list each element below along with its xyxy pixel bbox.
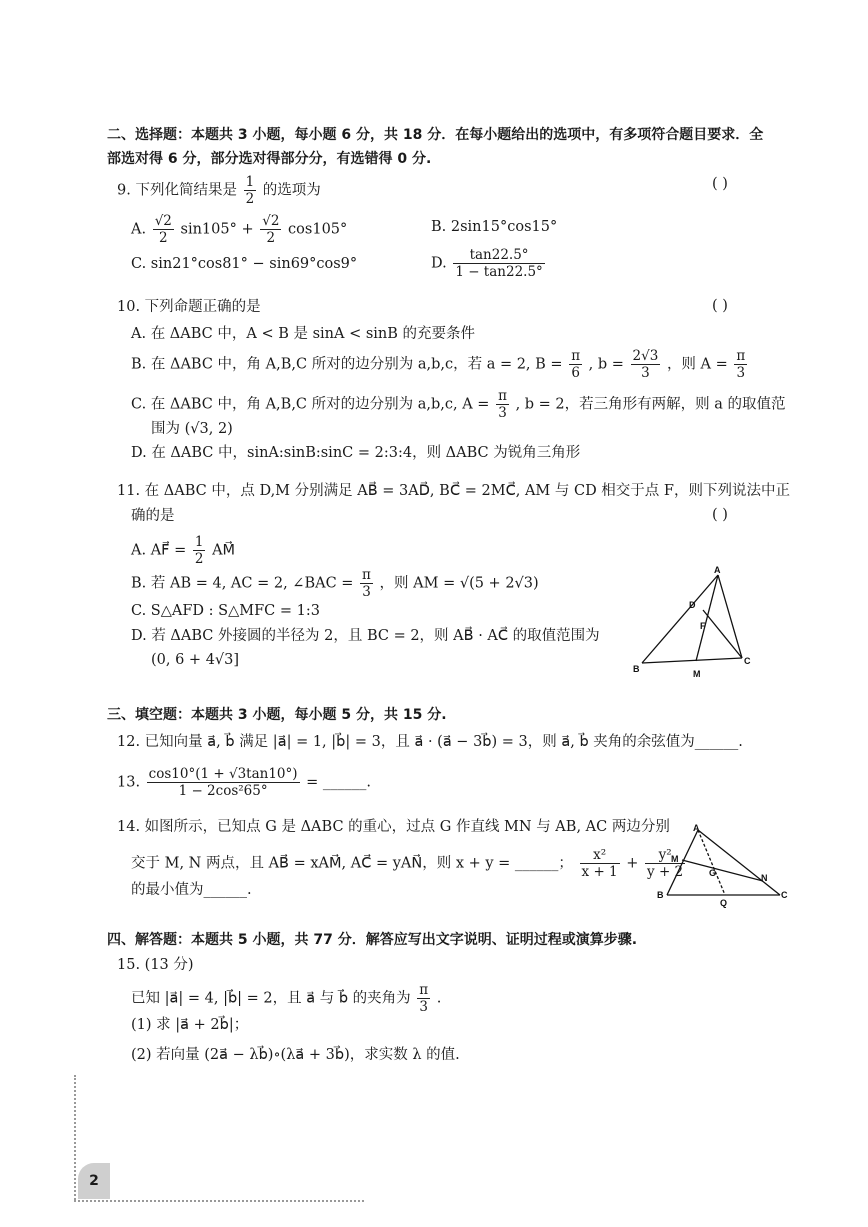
q14-triangle-figure bbox=[655, 820, 795, 910]
q9-option-c: C. sin21°cos81° − sin69°cos9° bbox=[131, 256, 358, 272]
q11-stem-line2: 确的是 bbox=[131, 508, 175, 524]
q9-option-b: B. 2sin15°cos15° bbox=[431, 219, 558, 235]
label-g: G bbox=[709, 868, 717, 878]
q15-part1: (1) 求 |a⃗ + 2b⃗|； bbox=[131, 1017, 249, 1033]
segment-mn bbox=[682, 860, 763, 881]
section2-header-line2: 部选对得 6 分，部分选对得部分分，有选错得 0 分. bbox=[107, 151, 432, 167]
label-c: C bbox=[744, 656, 751, 666]
q9-answer-paren[interactable]: ( ) bbox=[712, 176, 728, 192]
q11-stem-line1: 11. 在 ΔABC 中，点 D,M 分别满足 AB⃗ = 3AD⃗, BC⃗ = 2MC⃗, AM 与 CD 相交于点 F，则下列说法中正 bbox=[117, 483, 790, 499]
label-a: A bbox=[714, 565, 721, 575]
label-a: A bbox=[693, 823, 700, 833]
label-d: D bbox=[689, 600, 696, 610]
q10-option-c-line2: 围为 (√3, 2) bbox=[151, 421, 233, 437]
page-number: 2 bbox=[78, 1163, 110, 1199]
q10-option-d: D. 在 ΔABC 中，sinA:sinB:sinC = 2:3:4，则 ΔABC 为锐角三角形 bbox=[131, 445, 581, 461]
q14-line3: 的最小值为______. bbox=[131, 882, 252, 898]
q10-option-c: C. 在 ΔABC 中，角 A,B,C 所对的边分别为 a,b,c, A = $\frac{\pi}{3}$ , b = 2，若三角形有两解，则 a 的取值范 bbox=[131, 388, 786, 421]
label-m: M bbox=[693, 669, 701, 679]
segment-ac bbox=[718, 575, 742, 658]
segment-cd bbox=[703, 610, 742, 658]
q11-option-d-line1: D. 若 ΔABC 外接圆的半径为 2，且 BC = 2，则 AB⃗ · AC⃗ 的取值范围为 bbox=[131, 628, 600, 644]
label-b: B bbox=[633, 664, 640, 674]
q14-line1: 14. 如图所示，已知点 G 是 ΔABC 的重心，过点 G 作直线 MN 与 AB, AC 两边分别 bbox=[117, 819, 670, 835]
q15-title: 15. (13 分) bbox=[117, 957, 194, 973]
q15-part2: (2) 若向量 (2a⃗ − λb⃗)∘(λa⃗ + 3b⃗)，求实数 λ 的值. bbox=[131, 1047, 460, 1063]
q12-text: 12. 已知向量 a⃗, b⃗ 满足 |a⃗| = 1, |b⃗| = 3，且 a⃗ · (a⃗ − 3b⃗) = 3，则 a⃗, b⃗ 夹角的余弦值为______. bbox=[117, 734, 743, 750]
q14-line2: 交于 M, N 两点，且 AB⃗ = xAM⃗, AC⃗ = yAN⃗，则 x + y = ______； $\frac{\text{x²}}{x + 1}$ + $\frac{\text{y²}}{y + 2}$ bbox=[131, 847, 684, 880]
q11-triangle-figure bbox=[630, 560, 760, 685]
section2-header-line1: 二、选择题：本题共 3 小题，每小题 6 分，共 18 分．在每小题给出的选项中，有多项符合题目要求．全 bbox=[107, 127, 764, 143]
section4-header: 四、解答题：本题共 5 小题，共 77 分．解答应写出文字说明、证明过程或演算步骤. bbox=[107, 932, 638, 948]
segment-aq bbox=[698, 830, 725, 895]
q10-stem: 10. 下列命题正确的是 bbox=[117, 299, 261, 315]
q9-option-a: A. $\frac{√2}{2}$ sin105° + $\frac{√2}{2}$ cos105° bbox=[131, 213, 348, 246]
label-f: F bbox=[700, 621, 706, 631]
label-b: B bbox=[657, 890, 664, 900]
segment-ac bbox=[698, 830, 780, 895]
q11-option-d-line2: (0, 6 + 4√3] bbox=[151, 652, 240, 668]
q9-option-d: D. $\frac{\tan 22.5^\circ}{1 - \tan 22.5^\circ}$ bbox=[431, 247, 543, 280]
q10-answer-paren[interactable]: ( ) bbox=[712, 298, 728, 314]
label-c: C bbox=[781, 890, 788, 900]
label-n: N bbox=[761, 873, 768, 883]
q10-option-a: A. 在 ΔABC 中，A < B 是 sinA < sinB 的充要条件 bbox=[131, 326, 476, 342]
segment-bc bbox=[642, 658, 742, 663]
label-q: Q bbox=[720, 898, 728, 908]
margin-dotted-line-vertical bbox=[74, 1075, 76, 1200]
margin-dotted-line-horizontal bbox=[74, 1200, 364, 1202]
q11-answer-paren[interactable]: ( ) bbox=[712, 507, 728, 523]
section3-header: 三、填空题：本题共 3 小题，每小题 5 分，共 15 分. bbox=[107, 707, 447, 723]
q15-given: 已知 |a⃗| = 4, |b⃗| = 2，且 a⃗ 与 b⃗ 的夹角为 $\frac{\pi}{3}$ . bbox=[131, 982, 442, 1015]
q10-option-b: B. 在 ΔABC 中，角 A,B,C 所对的边分别为 a,b,c，若 a = 2, B = $\frac{\pi}{6}$ , b = $\frac{2√3}{3}$ ，则 A = $\frac{\pi}{3}$ bbox=[131, 348, 746, 381]
q11-option-b: B. 若 AB = 4, AC = 2, ∠BAC = $\frac{\pi}{3}$ ，则 AM = √(5 + 2√3) bbox=[131, 567, 539, 600]
q9-stem: 9. 下列化简结果是 $\frac{1}{2}$ 的选项为 bbox=[117, 174, 321, 207]
q11-option-a: A. AF⃗ = $\frac{1}{2}$ AM⃗ bbox=[131, 534, 236, 567]
q13-text: 13. $\frac{\cos 10^\circ(1 + √3\tan 10^\circ)}{\text{1 − 2cos²65°}}$ = ______. bbox=[117, 766, 372, 799]
label-m: M bbox=[671, 854, 679, 864]
q11-option-c: C. S△AFD : S△MFC = 1:3 bbox=[131, 603, 320, 619]
